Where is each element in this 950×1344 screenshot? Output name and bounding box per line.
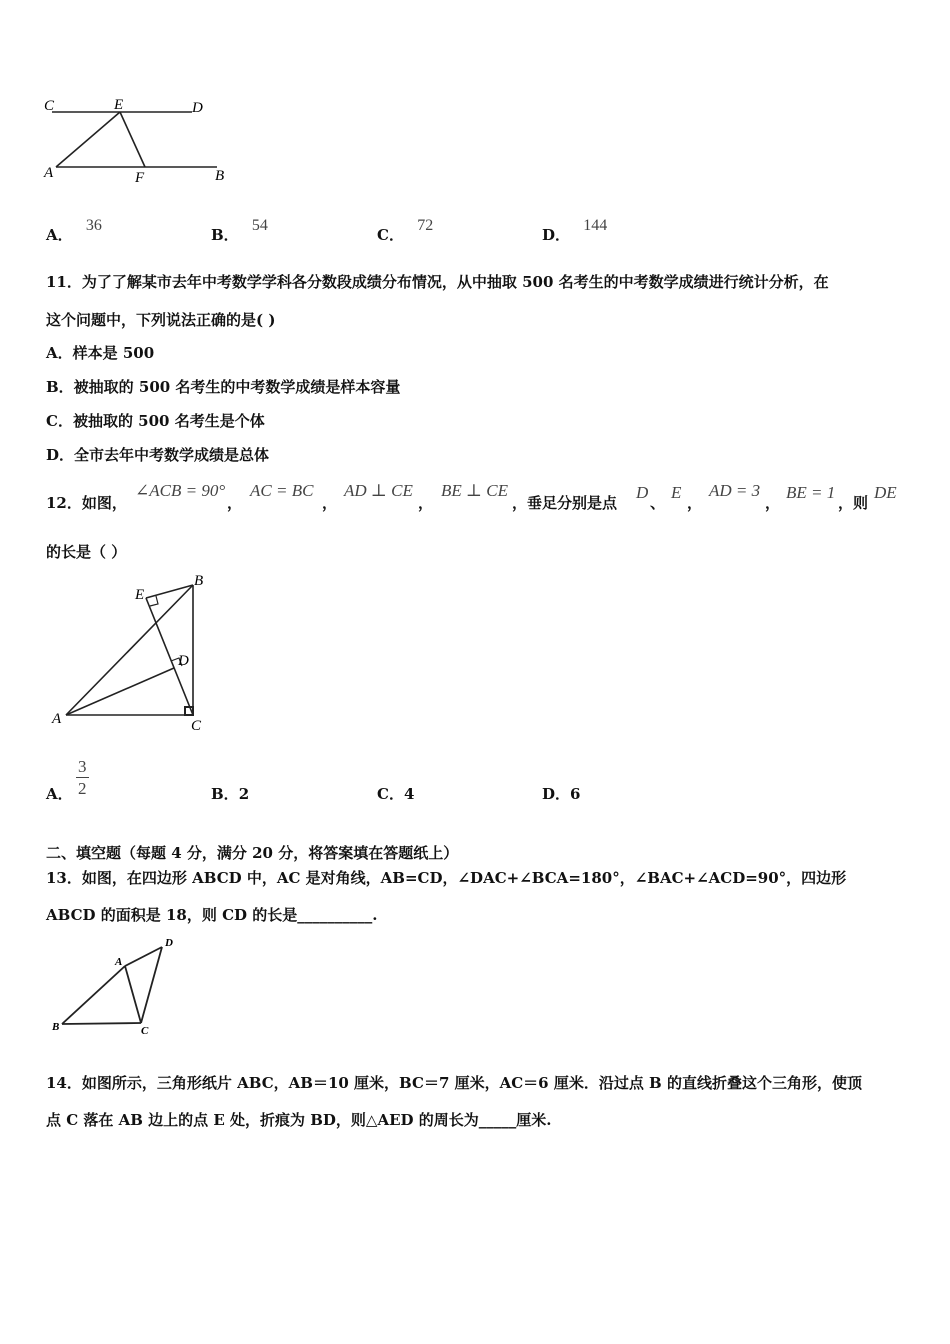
q13-stem-line1: 13．如图，在四边形 ABCD 中，AC 是对角线，AB=CD，∠DAC+∠BCA=180°，∠BAC+∠ACD=90°，四边形 (46, 869, 847, 887)
q10-label-c: C (44, 98, 55, 114)
q10-option-d[interactable] (542, 217, 608, 245)
q12-option-c-label: C． (377, 785, 404, 803)
q12-math-d: D (636, 483, 649, 502)
q10-option-d-label: D． (542, 226, 571, 244)
q14-stem-line2: 点 C 落在 AB 边上的点 E 处，折痕为 BD，则△AED 的周长为_____厘米. (46, 1111, 552, 1129)
q11-option-b[interactable]: B．被抽取的 500 名考生的中考数学成绩是样本容量 (46, 378, 401, 396)
q12-comma-1: ， (227, 494, 243, 512)
q12-option-a-label[interactable]: A． (46, 785, 73, 803)
q12-option-c-value: 4 (403, 785, 415, 803)
q13-label-b: B (52, 1021, 60, 1033)
q12-comma-5: ， (765, 494, 781, 512)
q12-stem-line2: 的长是（ ） (46, 543, 127, 561)
q13-label-d: D (165, 937, 173, 949)
q12-option-c[interactable] (377, 783, 414, 804)
q10-label-d: D (192, 100, 203, 116)
q10-option-a-value: 36 (85, 217, 102, 234)
q13-label-a: A (115, 956, 123, 968)
q13-figure (46, 932, 196, 1040)
q12-option-b-label: B． (211, 785, 239, 803)
q11-stem-line1: 11．为了了解某市去年中考数学学科各分数段成绩分布情况，从中抽取 500 名考生的中考数学成绩进行统计分析，在 (46, 273, 829, 291)
q10-option-b[interactable] (211, 217, 268, 245)
q12-math-angle: ∠ACB = 90° (135, 481, 226, 500)
q12-option-a-fraction (76, 757, 89, 800)
q10-label-f: F (135, 170, 145, 186)
q10-label-a: A (44, 165, 54, 181)
q12-label-e: E (135, 587, 145, 603)
q12-label-a: A (52, 711, 62, 727)
q10-option-d-value: 144 (583, 217, 608, 234)
q12-math-ad: AD = 3 (709, 481, 761, 500)
q12-prefix: 12．如图， (46, 494, 127, 512)
q12-math-be: BE = 1 (786, 483, 836, 502)
q12-comma-4: ， (687, 494, 703, 512)
q12-math-de: DE (874, 483, 897, 502)
q12-comma-2: ， (322, 494, 338, 512)
q10-option-c[interactable] (377, 217, 434, 245)
q11-option-a[interactable]: A．样本是 500 (46, 344, 155, 362)
section2-heading: 二、填空题（每题 4 分，满分 20 分，将答案填在答题纸上） (46, 844, 459, 862)
q10-label-e: E (114, 97, 124, 113)
q10-figure (40, 92, 240, 192)
q12-label-c: C (191, 718, 202, 734)
q11-option-c[interactable]: C．被抽取的 500 名考生是个体 (46, 412, 265, 430)
q12-label-b: B (194, 573, 204, 589)
q12-option-b[interactable] (211, 783, 249, 804)
q12-math-ad-perp: AD ⊥ CE (344, 481, 413, 500)
q14-stem-line1: 14．如图所示，三角形纸片 ABC，AB＝10 厘米，BC＝7 厘米，AC＝6 厘米．沿过点 B 的直线折叠这个三角形，使顶 (46, 1074, 862, 1092)
q12-option-d-value: 6 (570, 785, 581, 803)
q10-option-b-value: 54 (251, 217, 268, 234)
q12-sep: 、 (650, 494, 666, 512)
q12-then: ，则 (838, 494, 869, 512)
q12-math-be-perp: BE ⊥ CE (441, 481, 508, 500)
q11-option-d[interactable]: D．全市去年中考数学成绩是总体 (46, 446, 270, 464)
q13-stem-line2: ABCD 的面积是 18，则 CD 的长是__________. (46, 906, 378, 924)
q12-foot-text: ，垂足分别是点 (512, 494, 618, 512)
q12-option-a-denominator: 2 (78, 779, 87, 798)
q12-option-b-value: 2 (238, 785, 250, 803)
q12-comma-3: ， (418, 494, 434, 512)
q10-option-b-label: B． (211, 226, 239, 244)
q12-label-d: D (178, 653, 189, 669)
q13-label-c: C (141, 1025, 149, 1037)
q12-option-d[interactable] (542, 783, 580, 804)
q12-figure (46, 568, 216, 738)
q12-math-e: E (671, 483, 682, 502)
q12-option-d-label: D． (542, 785, 571, 803)
q12-option-a-numerator: 3 (78, 757, 87, 776)
q12-math-ac-bc: AC = BC (250, 481, 314, 500)
q10-option-c-label: C． (377, 226, 404, 244)
q10-option-c-value: 72 (417, 217, 434, 234)
q10-option-a[interactable] (46, 217, 102, 245)
q10-label-b: B (215, 168, 225, 184)
q11-stem-line2: 这个问题中，下列说法正确的是( ) (46, 311, 276, 329)
q10-option-a-label: A． (46, 226, 73, 244)
